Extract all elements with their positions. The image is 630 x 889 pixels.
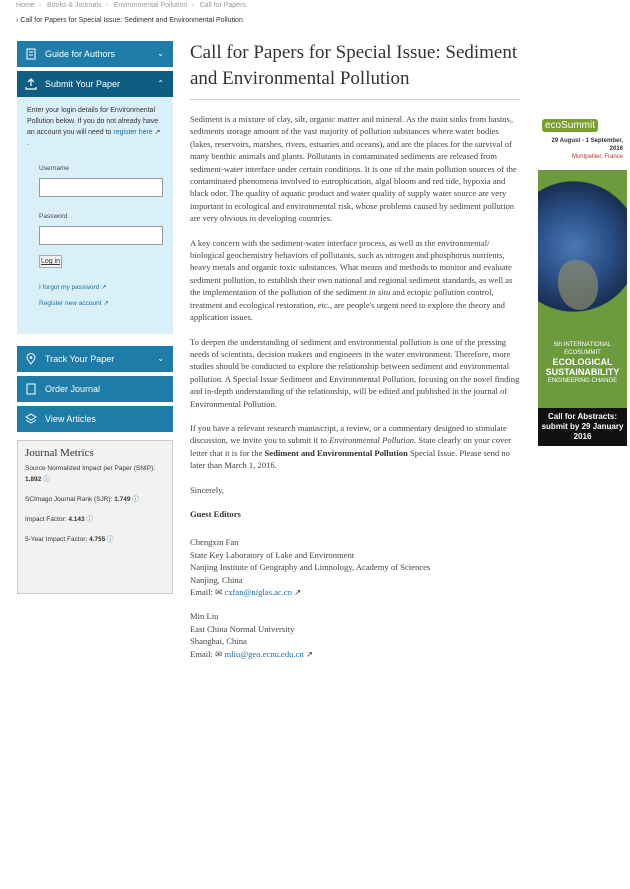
editor-2: Min Liu East China Normal University Shanghai, China Email: ✉ mliu@geo.ecnu.edu.cn ↗ bbox=[190, 611, 314, 659]
ad-dates: 29 August - 1 September, 2016 Montpellier, France bbox=[551, 138, 623, 160]
info-icon[interactable]: ⓘ bbox=[132, 496, 139, 503]
username-label: Username bbox=[39, 165, 69, 172]
paragraph-4: If you have a relevant research manuscript, a review, or a commentary designed to stimulate discussion, we invite you to submit it to Environmental Pollution. State clearly on your cover letter that it is for the Sediment and Environmental Pollution Special Issue. Please send no later than March 1, 2016. bbox=[190, 422, 511, 471]
login-button[interactable]: Log in bbox=[39, 255, 62, 268]
ecosummit-logo: ecoSummit bbox=[542, 119, 598, 132]
metric-impact: Impact Factor: 4.143 ⓘ bbox=[25, 516, 93, 523]
order-label: Order Journal bbox=[45, 384, 101, 394]
mail-icon: ✉ bbox=[215, 648, 223, 659]
paragraph-1: Sediment is a mixture of clay, silt, organic matter and mineral. As the main sinks from basins。 sediments storage amount of the vast majority of pollution substances where water bodies (lakes, reservoirs, marshes, rivers, estuaries and oceans), and are the places for the survival of many benthic animals and plants. Pollutants in contaminated sediments are released from sediment-water interface under certain conditions. It is one of the main pollution sources of the contaminated phenomena involved to eutrophication, algal bloom and red tide, hypoxia and black odor. The quality of aquatic product and water quality of supply water source are very important in ecological and environmental risk, whose problems caused by sediment pollution are very obvious in developing countries. bbox=[190, 114, 519, 224]
guide-for-authors-button[interactable] bbox=[17, 41, 173, 67]
chevron-up-icon: ⌃ bbox=[157, 79, 164, 88]
view-label: View Articles bbox=[45, 414, 96, 424]
track-paper-button[interactable] bbox=[17, 346, 173, 372]
editor-1: Chengxin Fan State Key Laboratory of Lake and Environment Nanjing Institute of Geography and Limnology, Academy of Sciences Nanjing, China Email: ✉ cxfan@niglas.ac.cn ↗ bbox=[190, 537, 431, 597]
layers-icon bbox=[25, 413, 37, 425]
guest-editors-heading: Guest Editors bbox=[190, 508, 241, 519]
editor-1-email-link[interactable]: cxfan@niglas.ac.cn bbox=[224, 587, 292, 597]
info-icon[interactable]: ⓘ bbox=[86, 516, 93, 523]
breadcrumb-journal[interactable]: Environmental Pollution bbox=[113, 2, 188, 9]
breadcrumb-home[interactable]: Home bbox=[16, 2, 35, 9]
divider bbox=[190, 99, 520, 100]
journal-metrics bbox=[17, 440, 173, 594]
sidebar bbox=[17, 41, 173, 594]
breadcrumb-current: › Call for Papers for Special Issue: Sediment and Environmental Pollution bbox=[16, 17, 243, 24]
mail-icon: ✉ bbox=[215, 587, 223, 597]
chevron-down-icon: ⌄ bbox=[157, 49, 164, 58]
document-icon bbox=[25, 48, 37, 60]
ad-header bbox=[538, 115, 627, 170]
paragraph-3: To deepen the understanding of sediment and environmental pollution is one of the pressing needs of scientists, decision makers and engineers in the water environment. Therefore, more studies should be conducted to explore the relationship between sediment and environmental pollution. A Special Issue Sediment and Environmental Pollution, focusing on the novel finding and in-depth understanding of the relationship, will be edited and published in the journal of Environmental Pollution. bbox=[190, 336, 520, 409]
breadcrumb: Home › Books & Journals › Environmental Pollution › Call for Papers bbox=[16, 2, 246, 9]
submit-label: Submit Your Paper bbox=[45, 79, 121, 89]
info-icon[interactable]: ⓘ bbox=[43, 476, 50, 483]
article bbox=[190, 40, 520, 672]
username-input[interactable] bbox=[39, 178, 163, 197]
location-pin-icon bbox=[25, 353, 37, 365]
forgot-password-link[interactable]: I forgot my password ↗ bbox=[39, 284, 107, 291]
view-articles-button[interactable] bbox=[17, 406, 173, 432]
paragraph-2: A key concern with the sediment-water interface process, as well as the environmental/ biological geochemistry behaviors of pollutants, such as nitrogen and phosphorus nutrients, heavy metals and organic toxic substances. What means and methods to monitor and evaluate sediment pollution, to establish their own national and regional sediment standards, as well as the implementation of the pollution of the sediment in situ and ectopic pollution control, treatment and ecological restoration, etc., are people's urgent need to explore the theory and application issues. bbox=[190, 237, 513, 323]
login-intro: Enter your login details for Environmental Pollution below. If you do not already have an account you will need to register here ↗ . bbox=[27, 107, 161, 147]
metric-sjr: SCImago Journal Rank (SJR): 1.749 ⓘ bbox=[25, 496, 139, 503]
guide-label: Guide for Authors bbox=[45, 49, 116, 59]
chevron-down-icon: ⌄ bbox=[157, 354, 164, 363]
track-label: Track Your Paper bbox=[45, 354, 115, 364]
cart-icon bbox=[25, 383, 37, 395]
ecosummit-advertisement[interactable] bbox=[538, 115, 627, 446]
password-label: Password bbox=[39, 213, 68, 220]
submit-paper-button[interactable] bbox=[17, 71, 173, 97]
editor-2-email-link[interactable]: mliu@geo.ecnu.edu.cn bbox=[224, 648, 304, 659]
page-title: Call for Papers for Special Issue: Sediment and Environmental Pollution bbox=[190, 42, 518, 89]
login-panel bbox=[17, 97, 173, 334]
ad-conference: 5th INTERNATIONAL ECOSUMMIT ECOLOGICAL SUSTAINABILITY ENGINEERING CHANGE bbox=[545, 342, 620, 384]
register-here-link[interactable]: register here bbox=[113, 129, 153, 136]
ad-call-for-abstracts: Call for Abstracts: submit by 29 January 2016 bbox=[538, 408, 627, 446]
metrics-title: Journal Metrics bbox=[25, 447, 94, 459]
metric-snip: Source Normalized Impact per Paper (SNIP): 1.892 ⓘ bbox=[25, 465, 156, 483]
password-input[interactable] bbox=[39, 226, 163, 245]
order-journal-button[interactable] bbox=[17, 376, 173, 402]
breadcrumb-books[interactable]: Books & Journals bbox=[46, 2, 102, 9]
breadcrumb-cfp[interactable]: Call for Papers bbox=[199, 2, 246, 9]
info-icon[interactable]: ⓘ bbox=[107, 536, 114, 543]
sincerely: Sincerely, bbox=[190, 484, 225, 495]
metric-5yr-impact: 5-Year Impact Factor: 4.755 ⓘ bbox=[25, 536, 114, 543]
register-account-link[interactable]: Register new account ↗ bbox=[39, 300, 109, 307]
upload-icon bbox=[25, 78, 37, 90]
globe-image bbox=[538, 170, 627, 340]
